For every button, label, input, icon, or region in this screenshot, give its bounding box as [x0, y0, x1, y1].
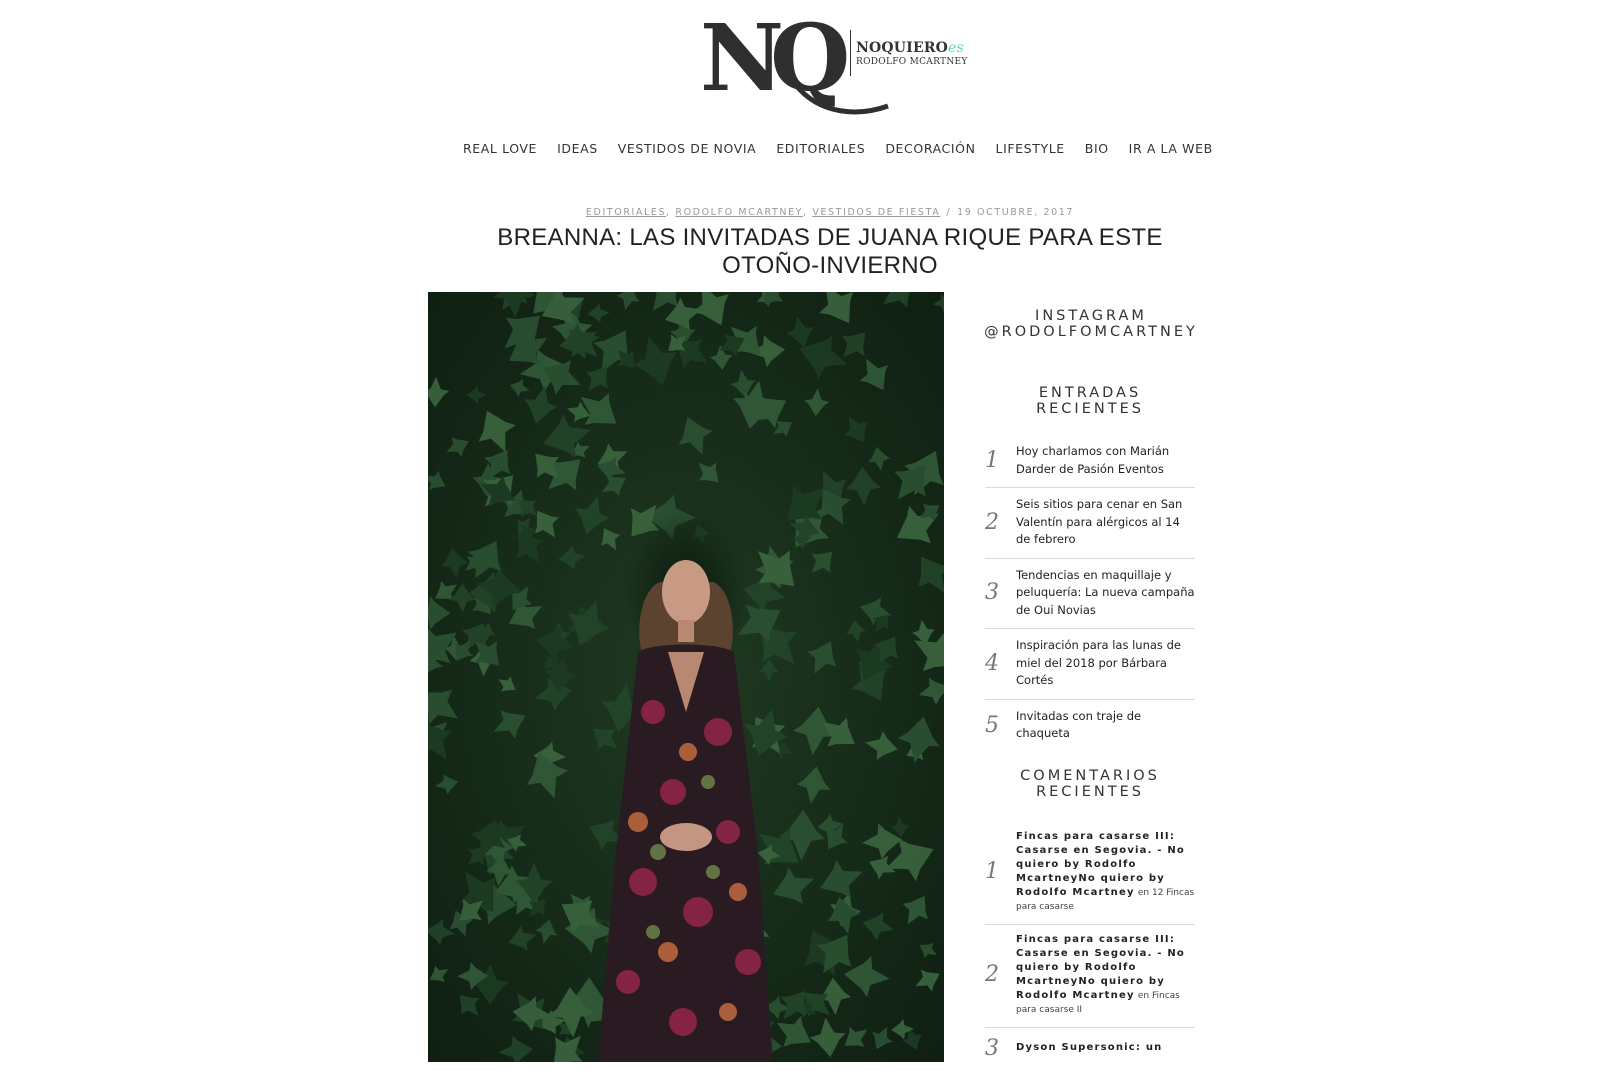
- category-link-editoriales[interactable]: EDITORIALES: [585, 207, 667, 218]
- post-title: BREANNA: LAS INVITADAS DE JUANA RIQUE PARA ESTE OTOÑO-INVIERNO: [497, 224, 1163, 279]
- nav-item-decoracion[interactable]: DECORACIÓN: [885, 141, 976, 156]
- rank-number: 1: [985, 448, 999, 473]
- site-logo[interactable]: [700, 4, 970, 112]
- list-item[interactable]: [985, 629, 1195, 700]
- main-nav: [463, 141, 1233, 156]
- feature-image[interactable]: [428, 292, 944, 1062]
- entry-link[interactable]: Seis sitios para cenar en San Valentín para alérgicos al 14 de febrero: [1016, 497, 1183, 546]
- meta-separator: /: [946, 207, 952, 218]
- feature-photo-ivy-portrait: [428, 292, 944, 1062]
- nav-item-vestidos-de-novia[interactable]: VESTIDOS DE NOVIA: [617, 141, 757, 156]
- instagram-widget-title[interactable]: INSTAGRAM @RODOLFOMCARTNEY: [984, 308, 1198, 340]
- nav-item-real-love[interactable]: REAL LOVE: [463, 141, 538, 156]
- logo-swash: [790, 76, 890, 116]
- rank-number: 1: [985, 859, 999, 884]
- category-link-rodolfo-mcartney[interactable]: RODOLFO MCARTNEY: [675, 207, 804, 218]
- rank-number: 2: [985, 962, 999, 987]
- recent-entries-list: [985, 435, 1195, 752]
- nav-item-ideas[interactable]: IDEAS: [557, 141, 598, 156]
- list-item[interactable]: [985, 925, 1195, 1028]
- list-item[interactable]: [985, 488, 1195, 559]
- logo-divider: [850, 30, 851, 76]
- comment-post-link[interactable]: en 12 Fincas para casarse: [1016, 887, 1195, 912]
- logo-monogram: NQ: [700, 4, 837, 112]
- logo-subtitle: RODOLFO MCARTNEY: [856, 57, 968, 67]
- comment-author-link[interactable]: Fincas para casarse III: Casarse en Segovia. - No quiero by Rodolfo McartneyNo quiero by Rodolfo Mcartney: [1016, 830, 1185, 898]
- comment-author-link[interactable]: Fincas para casarse III: Casarse en Segovia. - No quiero by Rodolfo McartneyNo quiero by Rodolfo Mcartney: [1016, 933, 1185, 1001]
- nav-item-lifestyle[interactable]: LIFESTYLE: [995, 141, 1065, 156]
- nav-item-editoriales[interactable]: EDITORIALES: [776, 141, 866, 156]
- nav-item-bio[interactable]: BIO: [1084, 141, 1109, 156]
- entry-link[interactable]: Inspiración para las lunas de miel del 2018 por Bárbara Cortés: [1016, 638, 1181, 687]
- list-item[interactable]: [985, 559, 1195, 630]
- list-item[interactable]: [985, 435, 1195, 488]
- recent-comments-title: COMENTARIOS RECIENTES: [1020, 767, 1160, 800]
- rank-number: 3: [985, 580, 999, 606]
- rank-number: 5: [985, 712, 999, 738]
- recent-comments-list: [985, 822, 1195, 1071]
- comment-post-link[interactable]: en Fincas para casarse II: [1016, 990, 1180, 1015]
- category-link-vestidos-de-fiesta[interactable]: VESTIDOS DE FIESTA: [812, 207, 941, 218]
- logo-name: NOQUIEROes: [856, 40, 964, 56]
- rank-number: 3: [985, 1035, 999, 1061]
- post-meta: EDITORIALES, RODOLFO MCARTNEY, VESTIDOS DE FIESTA / 19 OCTUBRE, 2017: [585, 207, 1075, 218]
- entry-link[interactable]: Hoy charlamos con Marián Darder de Pasión Eventos: [1016, 444, 1170, 476]
- recent-entries-title: ENTRADAS RECIENTES: [1036, 385, 1144, 417]
- sidebar: [984, 308, 1198, 1071]
- comment-entry: [1016, 1041, 1162, 1055]
- entry-link[interactable]: Invitadas con traje de chaqueta: [1016, 708, 1142, 740]
- comment-entry: [1016, 830, 1195, 914]
- rank-number: 2: [985, 509, 999, 535]
- list-item[interactable]: [985, 822, 1195, 925]
- post-date: 19 OCTUBRE, 2017: [957, 207, 1075, 218]
- list-item[interactable]: [985, 700, 1195, 752]
- comment-entry: [1016, 933, 1195, 1017]
- rank-number: 4: [985, 650, 999, 676]
- comment-author-link[interactable]: Dyson Supersonic: un: [1016, 1042, 1163, 1053]
- list-item[interactable]: [985, 1028, 1195, 1071]
- nav-item-ir-a-la-web[interactable]: IR A LA WEB: [1128, 141, 1213, 156]
- entry-link[interactable]: Tendencias en maquillaje y peluquería: La nueva campaña de Oui Novias: [1016, 567, 1195, 617]
